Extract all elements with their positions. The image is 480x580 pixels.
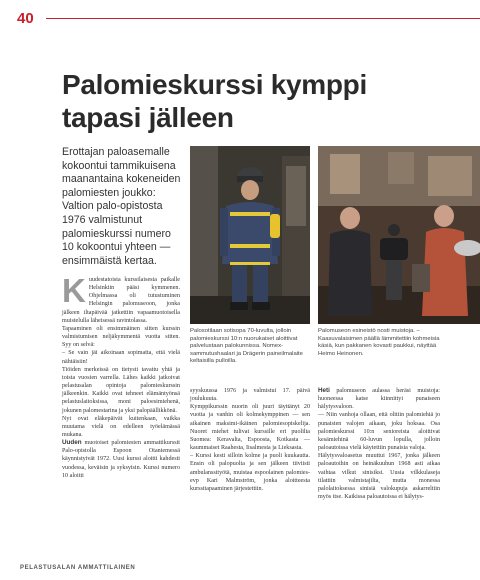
body-paragraph: syyskuussa 1976 ja valmistui 17. päivä joulukuuta. [190,388,310,403]
body-paragraph: Kymppikurssin nuorin oli juuri täyttänyt 20 vuotta ja vanhin oli kolmekymppinen — sen aikainen maksimi-ikäinen palomiesopiskelija. Nuoret miehet tulivat kurssille eri puolilta Suomea: Keravalta, Espoosta, Kotkasta — kaummaiset Raahesta, Iisalmesta ja Lieksasta. [190,404,310,452]
body-paragraph: Uuden muotoiset palomiesten ammattikurssit Palo-opistolla Espoon Otaniemessä käynnistyivät 1972. Uusi kurssi aloitti kahdesti vuodessa, keväisin ja syksyisin. Kurssi numero 10 aloitti [62,439,180,479]
article-lead: Erottajan paloasemalle kokoontui tammikuisena maanantaina kokeneiden palomiesten joukko: Valtion palo-opistosta 1976 valmistunut palomieskurssi numero 10 kokoontui yhteen — ensimmäistä kertaa. [62,146,181,267]
body-paragraph: – Se vain jäi aikoinaan sopimatta, että vielä nähtäisiin! [62,350,180,365]
footer-publication-name: PELASTUSALAN AMMATTILAINEN [20,565,136,571]
body-paragraph: Nyt ovat eläkepäivät kuitenkaan, vaikka muutama vielä on edelleen työelämässä mukana. [62,415,180,438]
body-column-3 [318,387,440,501]
body-paragraph: Heti palomuseon aulassa heräsi muistoja: huoneessa katse kiinnittyi punaiseen hälytysvaloon. [318,387,440,411]
run-in-word: Heti [318,387,330,394]
photo-firefighter-uniform [190,146,310,324]
body-paragraph: Tapaaminen oli ensimmäinen sitten kurssin valmistumisen neljäkymmentä vuotta sitten. Syy on selvä: [62,325,180,349]
drop-cap: K [62,272,86,309]
page-number: 40 [17,10,34,27]
body-paragraph: Tiöiden merkeissä on tietysti tavattu yhtä ja toista vuosien varrella. Lähes kaikki jatkoivat pelastusalan opintoja palomieskurssin jälkeenkin. Kaikki ovat tehneet elämäntyönsä pelastuslaitoksissa, moni paloesimiehenä, jokunen palomestarina ja yksi palopäällikkönä. [62,366,180,414]
header-rule [46,18,480,19]
photo-museum-visitors [318,146,480,324]
body-column-1 [62,272,180,480]
photo-caption: Palosotilaan sotisopa 70-luvulta, jolloin palomieskurssi 10:n nuorukaiset aloittivat palvelustaan palokunnissa. Nomex-sammutushaalari ja Drägerin paineilmalaite keltaisilla pulloilla. [190,328,303,365]
body-column-2 [190,387,310,493]
body-paragraph: – Kurssi kesti silloin kolme ja puoli kuukautta. Ensin oli palopuolta ja sen jälkeen tiiviisti ambulanssityötä, muistaa espoolainen palomies-evp Kari Malmström, jonka aloitteesta kurssitapaaminen järjestettiin. [190,453,310,492]
firefighter-mannequin-image [190,146,310,324]
body-paragraph: Hälytysvaloasetus muuttui 1967, jonka jälkeen paloautoihin on heinäkuuhun 1968 asti aikaa vaihtaa vilkut sinisiksi. Uusia vilkkulaseja tilattiin valmistajilta, mutta monessa palolaitoksessa sinisiä valokupuja askarreltiin myös itse. Kaikissa paloautoissa ei hälytys- [318,453,440,501]
photo-caption: Palomuseon esineistö nosti muistoja. – Kaasuvalaisimen päällä lämmitettiin kohmeisia käsiä, kun pakkanen kovasti paukkui, näyttää Heimo Heinonen. [318,328,440,357]
run-in-word: Uuden [62,439,82,447]
body-paragraph: — Niin vanhoja ollaan, että olitiin palomiehiä jo punaisten valojen aikaan, joku hoksaa. Osa palomieskurssi 10:n senioreista aloittivat kesämiehinä 60-luvun lopulla, jolloin paloautoissa vielä käytettiin punaisia valoja. [318,412,440,452]
article-headline: Palomieskurssi kymppi tapasi jälleen [62,69,367,133]
body-paragraph: Kuudestatoista kurssilaisesta paikalle Helsinkiin pääsi kymmenen. Ohjelmassa oli tutustuminen Helsingin palomuseoon, jonka jälkeen iltapäivää jatkettiin vapaamuotoisella muistelulla läheisessä ravintolassa. [62,272,180,324]
museum-visitors-image [318,146,480,324]
